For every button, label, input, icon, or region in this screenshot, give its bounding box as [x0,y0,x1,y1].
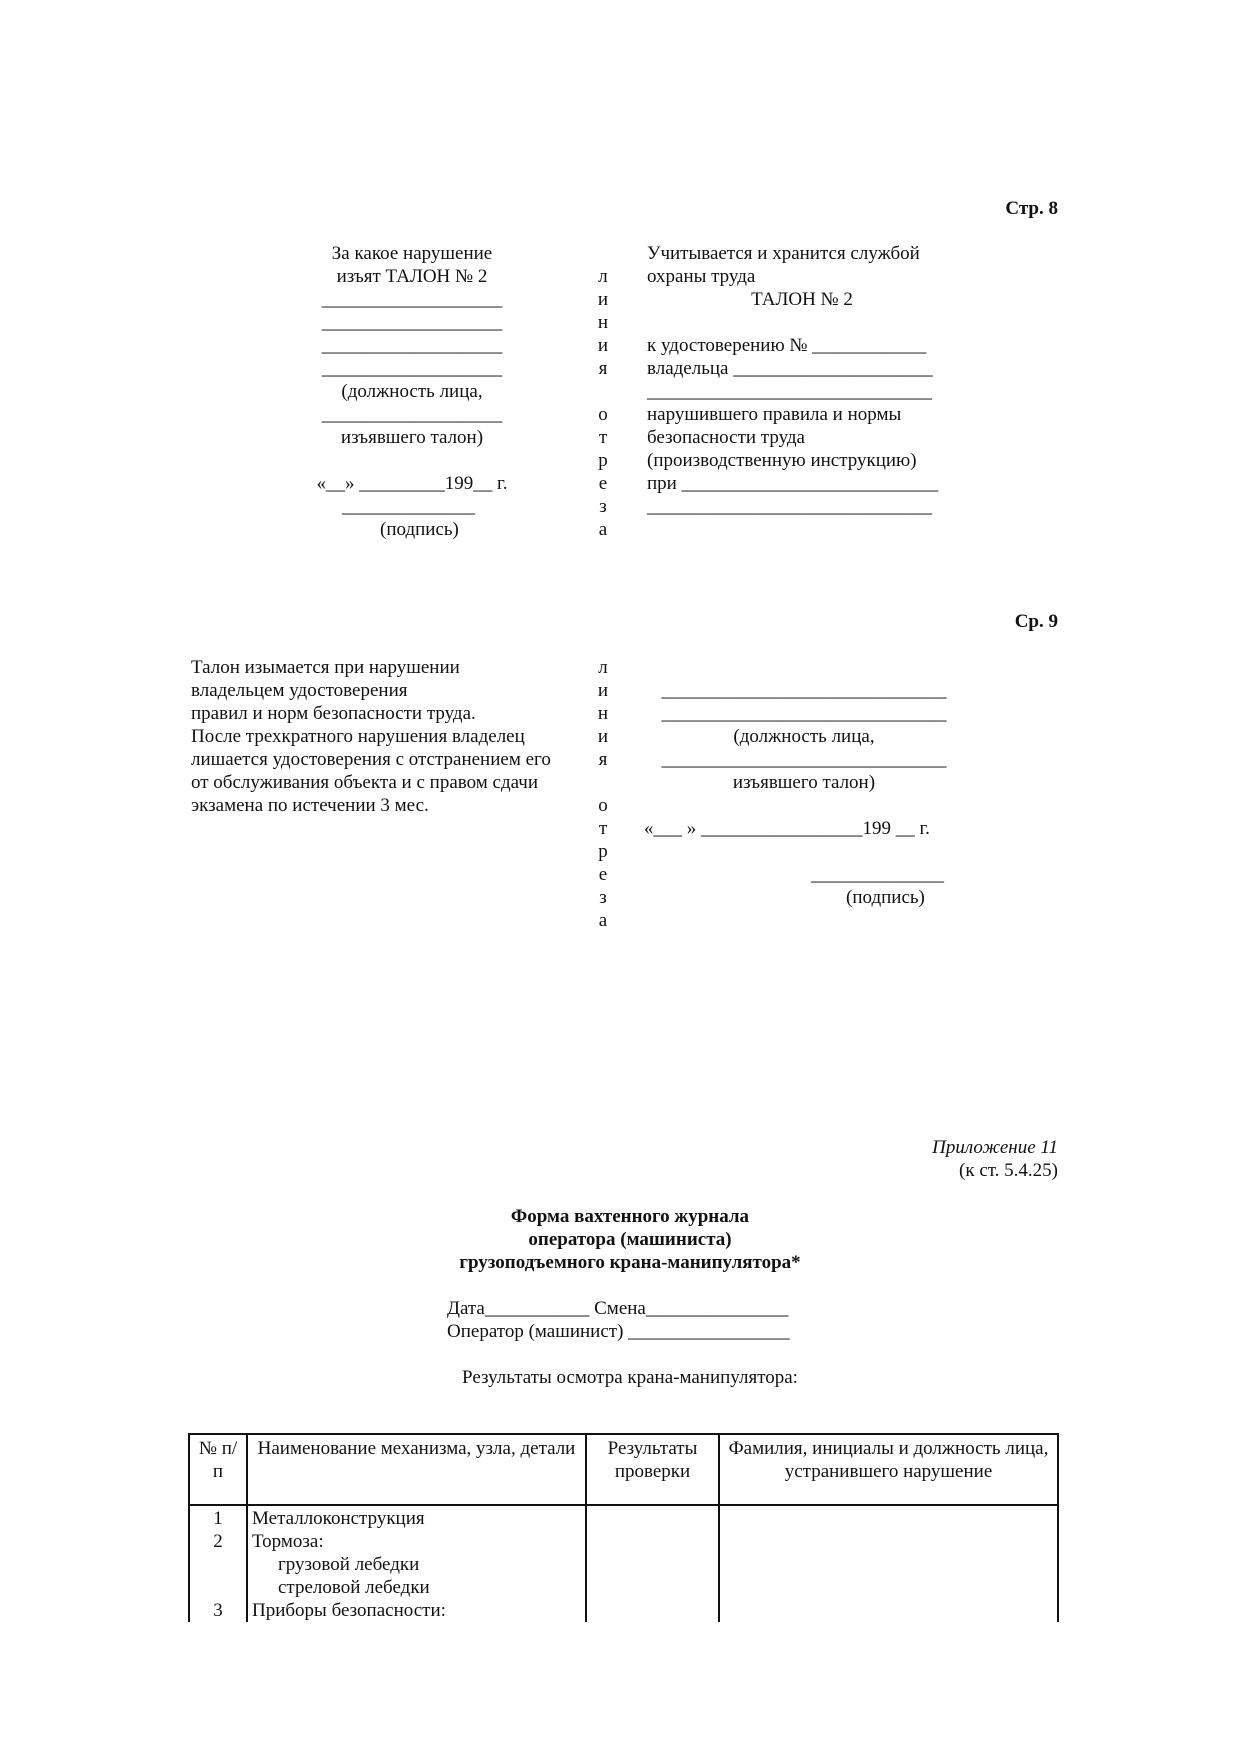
cut-line-letter [593,380,613,403]
row-component: Металлоконструкция [247,1505,586,1530]
violation-field: ___________________ [321,335,503,356]
cut-line-letter: и [597,680,609,701]
seizer-caption: изъявшего талон) [732,772,876,793]
row-result [586,1530,719,1553]
seizer-field: ______________________________ [661,703,947,724]
seizer-field: ______________________________ [661,749,947,770]
row-responsible [719,1553,1058,1576]
cut-line-letter: н [597,703,609,724]
cut-line-letter: л [598,266,608,287]
coupon-stub-left [252,242,572,541]
cut-line-letter: и [597,289,609,310]
cut-line-letter: з [599,496,607,517]
cut-line-letter: н [597,312,609,333]
row-responsible [719,1599,1058,1622]
cut-line-letter: я [598,749,608,770]
row-responsible [719,1505,1058,1530]
signature-caption: (подпись) [380,519,459,540]
coupon-seized-label: изъят ТАЛОН № 2 [336,266,488,287]
signature-field: ______________ [811,864,944,885]
journal-title-line: грузоподъемного крана-манипулятора* [459,1252,801,1273]
table-row [189,1599,1058,1622]
row-number: 1 [189,1505,247,1530]
inspection-heading: Результаты осмотра крана-манипулятора: [462,1367,798,1388]
cut-line-letter: з [599,887,607,908]
position-field: ___________________ [321,358,503,379]
cut-line-letter: о [598,404,608,425]
rules-line: правил и норм безопасности труда. [191,703,476,724]
storage-note: Учитывается и хранится службой [647,243,920,264]
rules-line: После трехкратного нарушения владелец [191,726,525,747]
row-number: 3 [189,1599,247,1622]
appendix-label: Приложение 11 [932,1137,1058,1158]
operator-field: Оператор (машинист) _________________ [447,1321,790,1342]
coupon-rules-text [191,656,591,817]
spacer [644,656,964,679]
rules-line: лишается удостоверения с отстранением его [191,749,551,770]
spacer [647,311,977,334]
cut-line-letter: р [598,841,608,862]
journal-title-line: Форма вахтенного журнала [510,1206,750,1227]
row-number [189,1553,247,1576]
table-row [189,1553,1058,1576]
table-row [189,1530,1058,1553]
appendix-reference: (к ст. 5.4.25) [959,1160,1058,1181]
coupon-title: ТАЛОН № 2 [751,289,853,310]
circumstance-field: при ___________________________ [647,473,939,494]
violation-field: ___________________ [321,312,503,333]
cut-line-letter: и [597,726,609,747]
rules-line: Талон изымается при нарушении [191,657,460,678]
cut-line-letter: л [598,657,608,678]
signature-field: ______________ [342,496,475,517]
table-row [189,1505,1058,1530]
seizer-field: ___________________ [321,404,503,425]
row-result [586,1599,719,1622]
row-responsible [719,1530,1058,1553]
row-component: грузовой лебедки [247,1553,586,1576]
spacer [644,840,964,863]
row-component: Тормоза: [247,1530,586,1553]
seizer-caption: изъявшего талон) [340,427,484,448]
seizer-field: ______________________________ [661,680,947,701]
cut-line-vertical [593,242,613,541]
page-number-9: Ср. 9 [1014,611,1058,632]
date-field: «___ » _________________199 __ г. [644,818,930,839]
violation-text: безопасности труда [647,427,805,448]
spacer [644,794,964,817]
table-header-row [189,1434,1058,1505]
cut-line-letter: о [598,795,608,816]
cut-line-letter: а [598,910,608,931]
spacer [252,449,572,472]
certificate-field: к удостоверению № ____________ [647,335,927,356]
circumstance-field: ______________________________ [647,496,932,517]
row-responsible [719,1576,1058,1599]
row-result [586,1505,719,1530]
signature-caption: (подпись) [846,887,925,908]
header-number: № п/п [189,1434,247,1505]
violation-text: (производственную инструкцию) [647,450,917,471]
row-result [586,1553,719,1576]
cut-line-letter [593,771,613,794]
date-shift-field: Дата___________ Смена_______________ [447,1298,789,1319]
row-number: 2 [189,1530,247,1553]
table-row [189,1576,1058,1599]
violation-label: За какое нарушение [331,243,493,264]
header-responsible: Фамилия, инициалы и должность лица, устранившего нарушение [719,1434,1058,1505]
coupon-right-9 [644,656,964,909]
violation-field: ___________________ [321,289,503,310]
cut-line-letter [593,242,613,265]
rules-line: от обслуживания объекта и с правом сдачи [191,772,539,793]
violation-text: нарушившего правила и нормы [647,404,902,425]
row-component: стреловой лебедки [247,1576,586,1599]
cut-line-letter: р [598,450,608,471]
rules-line: экзамена по истечении 3 мес. [191,795,429,816]
header-component: Наименование механизма, узла, детали [247,1434,586,1505]
cut-line-vertical [593,656,613,932]
inspection-table [188,1433,1059,1622]
cut-line-letter: а [598,519,608,540]
cut-line-letter: я [598,358,608,379]
row-result [586,1576,719,1599]
coupon-right [647,242,977,518]
cut-line-letter: т [598,818,608,839]
cut-line-letter: е [598,864,608,885]
rules-line: владельцем удостоверения [191,680,408,701]
storage-note: охраны труда [647,266,756,287]
page-number-8: Стр. 8 [1005,198,1058,219]
date-field: «__» _________199__ г. [316,473,508,494]
journal-title [340,1205,920,1274]
cut-line-letter: т [598,427,608,448]
owner-field: ______________________________ [647,381,932,402]
cut-line-letter: и [597,335,609,356]
cut-line-letter: е [598,473,608,494]
row-component: Приборы безопасности: [247,1599,586,1622]
journal-title-line: оператора (машиниста) [528,1229,732,1250]
header-results: Результаты проверки [586,1434,719,1505]
owner-field: владельца _____________________ [647,358,933,379]
position-caption: (должность лица, [733,726,875,747]
row-number [189,1576,247,1599]
position-caption: (должность лица, [341,381,483,402]
